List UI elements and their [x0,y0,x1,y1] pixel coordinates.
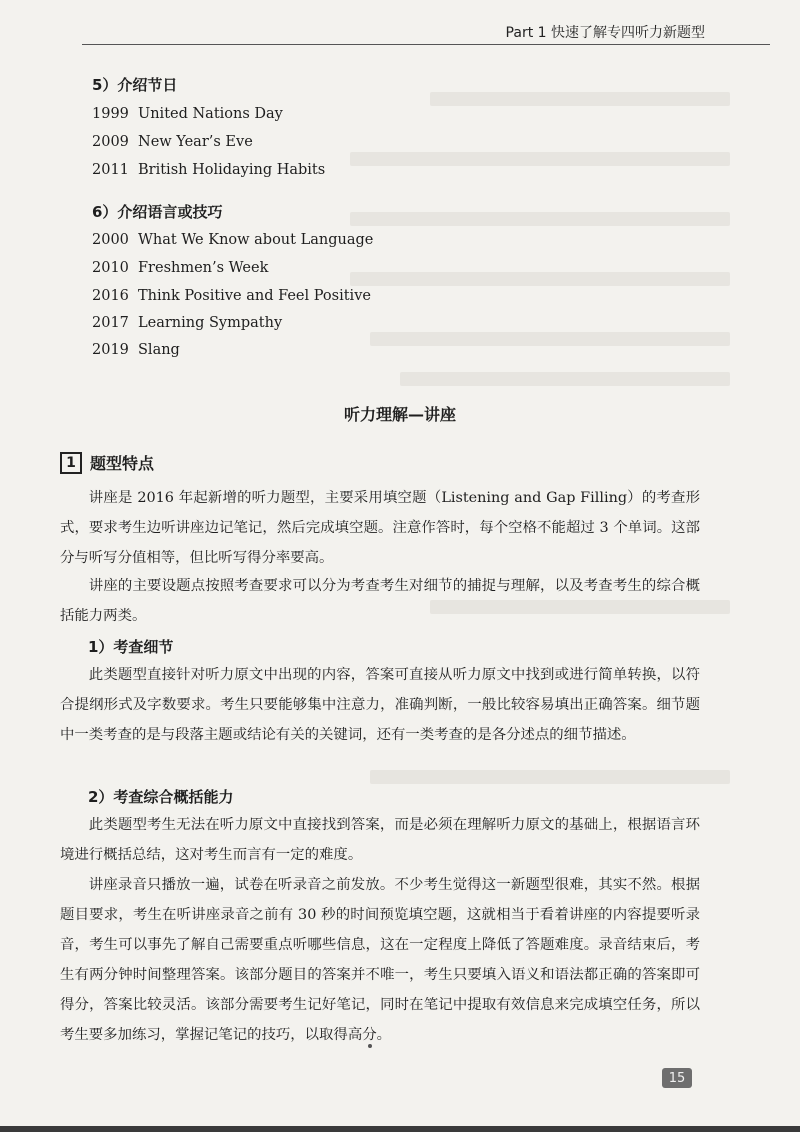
lecture-title: United Nations Day [138,106,283,122]
speck [368,1044,372,1048]
feature-paragraph-1: 讲座是 2016 年起新增的听力题型，主要采用填空题（Listening and Gap Filling）的考查形式，要求考生边听讲座边记笔记，然后完成填空题。注意作答时，每个空格不能超过 3 个单词。这部分与听写分值相等，但比听写得分率要高。 [60,490,700,566]
feature-heading [60,451,154,474]
lecture-year: 2019 [92,342,129,358]
lecture-year: 2010 [92,260,129,276]
lecture-year: 2011 [92,162,129,178]
lecture-title: Learning Sympathy [138,315,283,331]
lecture-title: British Holidaying Habits [138,162,326,178]
detail-heading: 1）考查细节 [88,638,174,656]
lecture-title: New Year’s Eve [138,134,253,150]
summary-paragraph-1: 此类题型考生无法在听力原文中直接找到答案，而是必须在理解听力原文的基础上，根据语言环境进行概括总结，这对考生而言有一定的难度。 [60,817,700,863]
footer-bar [0,1126,800,1132]
bleed-through [400,372,730,386]
lecture-year: 2009 [92,134,129,150]
running-header: Part 1 快速了解专四听力新题型 [505,25,705,41]
lecture-list-item [92,315,282,331]
bleed-through [430,92,730,106]
bleed-through [350,212,730,226]
lecture-year: 2016 [92,288,129,304]
detail-paragraph: 此类题型直接针对听力原文中出现的内容，答案可直接从听力原文中找到或进行简单转换，以符合提纲形式及字数要求。考生只要能够集中注意力，准确判断，一般比较容易填出正确答案。细节题中一类考查的是与段落主题或结论有关的关键词，还有一类考查的是各分述点的细节描述。 [60,667,700,743]
section-title: 听力理解—讲座 [343,405,456,424]
bleed-through [370,332,730,346]
section-number-box: 1 [60,452,82,474]
lecture-year: 2000 [92,232,129,248]
header-rule [82,44,770,45]
lecture-list-item [92,162,325,178]
lecture-list-item [92,134,253,150]
lecture-list-item [92,106,283,122]
lecture-title: Slang [138,342,180,358]
feature-paragraph-2: 讲座的主要设题点按照考查要求可以分为考查考生对细节的捕捉与理解，以及考查考生的综合概括能力两类。 [60,578,700,624]
summary-heading: 2）考查综合概括能力 [88,788,234,806]
lecture-title: Freshmen’s Week [138,260,269,276]
language-heading: 6）介绍语言或技巧 [92,203,223,221]
page-number: 15 [662,1068,692,1088]
lecture-list-item [92,342,180,358]
feature-title: 题型特点 [90,454,155,473]
bleed-through [350,152,730,166]
lecture-list-item [92,260,268,276]
bleed-through [350,272,730,286]
lecture-title: What We Know about Language [138,232,374,248]
festivals-heading: 5）介绍节日 [92,76,178,94]
lecture-list-item [92,232,373,248]
lecture-title: Think Positive and Feel Positive [138,288,371,304]
summary-paragraph-2: 讲座录音只播放一遍，试卷在听录音之前发放。不少考生觉得这一新题型很难，其实不然。根据题目要求，考生在听讲座录音之前有 30 秒的时间预览填空题，这就相当于看着讲座的内容提要听录音，考生可以事先了解自己需要重点听哪些信息，这在一定程度上降低了答题难度。录音结束后，考生有两分钟时间整理答案。该部分题目的答案并不唯一，考生只要填入语义和语法都正确的答案即可得分，答案比较灵活。该部分需要考生记好笔记，同时在笔记中提取有效信息来完成填空任务，所以考生要多加练习，掌握记笔记的技巧，以取得高分。 [60,877,700,1043]
lecture-year: 1999 [92,106,129,122]
bleed-through [370,770,730,784]
lecture-year: 2017 [92,315,129,331]
lecture-list-item [92,288,371,304]
